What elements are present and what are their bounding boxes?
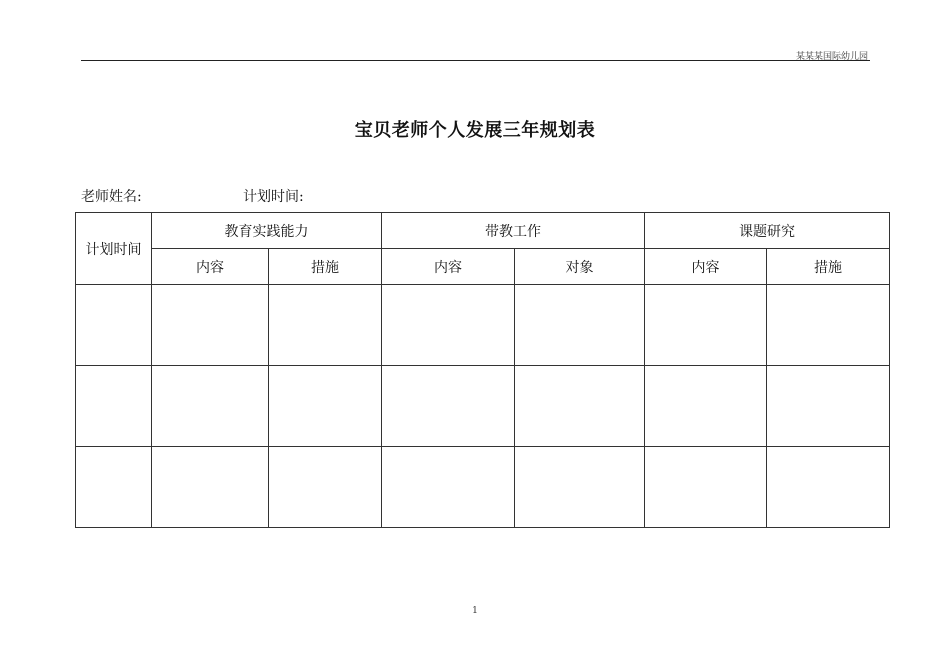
table-cell[interactable] [76, 447, 152, 528]
table-header-row-subcolumns [76, 249, 890, 285]
page-number: 1 [472, 606, 478, 616]
subheader-teaching-content: 内容 [152, 249, 269, 285]
table-row [76, 366, 890, 447]
table-cell[interactable] [76, 366, 152, 447]
header-group-research: 课题研究 [645, 213, 890, 249]
table-cell[interactable] [645, 285, 767, 366]
table-cell[interactable] [645, 447, 767, 528]
table-cell[interactable] [269, 447, 382, 528]
header-plan-time: 计划时间 [76, 213, 152, 285]
subheader-teaching-measures: 措施 [269, 249, 382, 285]
table-row [76, 447, 890, 528]
header-group-mentoring: 带教工作 [382, 213, 645, 249]
header-group-teaching-practice: 教育实践能力 [152, 213, 382, 249]
teacher-name-label: 老师姓名: [81, 189, 142, 205]
table-cell[interactable] [645, 366, 767, 447]
plan-table [75, 212, 890, 528]
table-header-row-groups [76, 213, 890, 249]
table-cell[interactable] [767, 366, 890, 447]
header-organization: 某某某国际幼儿园 [795, 52, 868, 62]
subheader-research-measures: 措施 [767, 249, 890, 285]
table-cell[interactable] [515, 285, 645, 366]
table-cell[interactable] [382, 447, 515, 528]
table-cell[interactable] [382, 366, 515, 447]
table-cell[interactable] [152, 447, 269, 528]
table-cell[interactable] [767, 285, 890, 366]
table-cell[interactable] [515, 366, 645, 447]
table-row [76, 285, 890, 366]
table-cell[interactable] [269, 366, 382, 447]
table-cell[interactable] [152, 366, 269, 447]
table-cell[interactable] [515, 447, 645, 528]
table-cell[interactable] [152, 285, 269, 366]
table-cell[interactable] [76, 285, 152, 366]
subheader-research-content: 内容 [645, 249, 767, 285]
plan-time-label: 计划时间: [243, 189, 304, 205]
subheader-mentoring-target: 对象 [515, 249, 645, 285]
table-cell[interactable] [269, 285, 382, 366]
table-cell[interactable] [767, 447, 890, 528]
header-divider [81, 60, 870, 61]
subheader-mentoring-content: 内容 [382, 249, 515, 285]
table-cell[interactable] [382, 285, 515, 366]
document-title: 宝贝老师个人发展三年规划表 [354, 120, 596, 141]
